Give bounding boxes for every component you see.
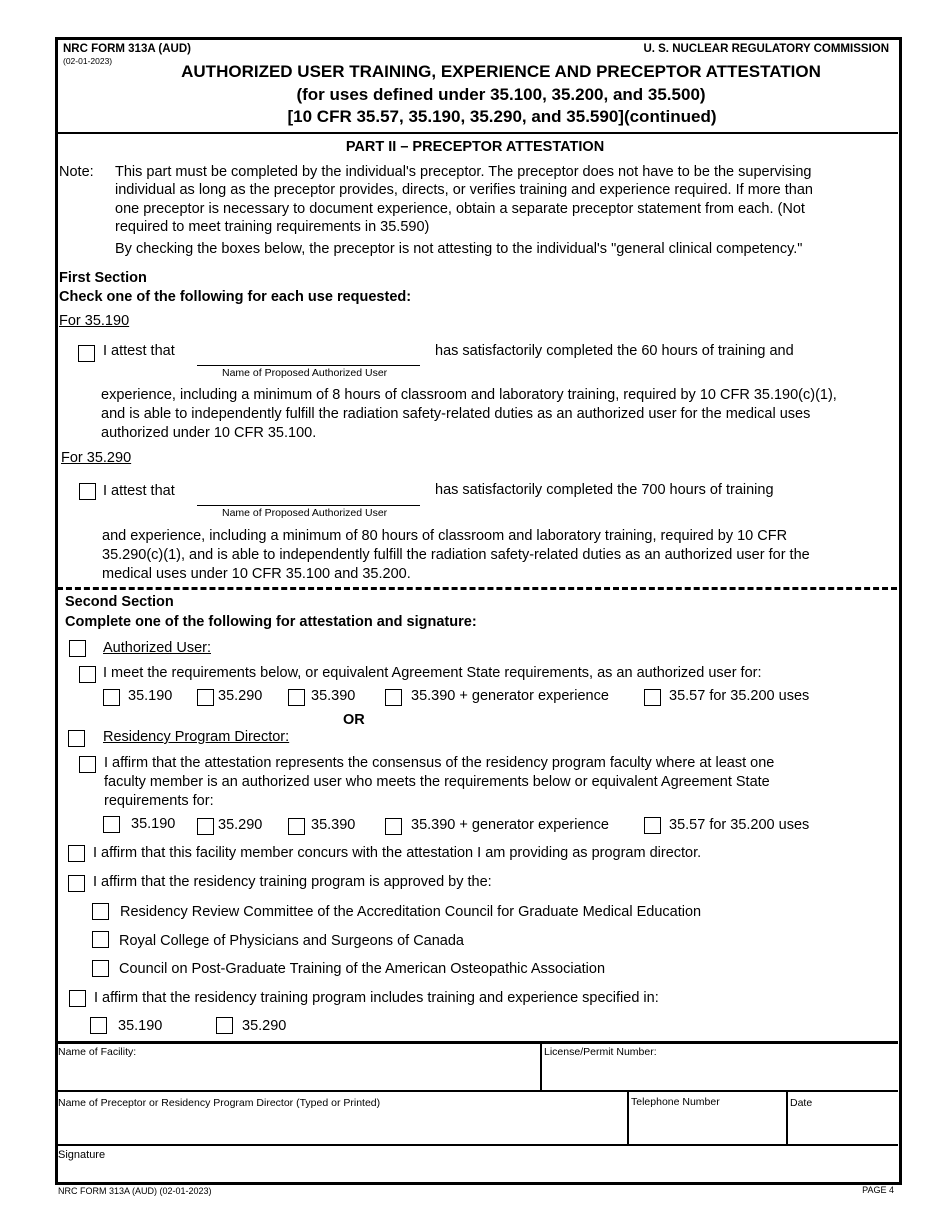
approver-checkbox[interactable] [92, 931, 109, 948]
au-option-label: 35.390 + generator experience [411, 688, 609, 704]
signature-field-label: Signature [58, 1149, 106, 1161]
fields-divider [56, 1041, 898, 1044]
form-title-line3: [10 CFR 35.57, 35.190, 35.290, and 35.590](continued) [287, 107, 717, 126]
first-section-title: First Section [59, 270, 147, 286]
attest-text-line: medical uses under 10 CFR 35.100 and 35.200. [102, 566, 411, 582]
au-option-checkbox[interactable] [103, 689, 120, 706]
note-line: This part must be completed by the individual's preceptor. The preceptor does not have to be the supervising [115, 164, 812, 180]
approver-checkbox[interactable] [92, 903, 109, 920]
telephone-input[interactable] [632, 1112, 782, 1142]
name-caption: Name of Proposed Authorized User [222, 507, 388, 519]
license-field-label: License/Permit Number: [544, 1046, 657, 1058]
heading-35-190: For 35.190 [59, 313, 130, 329]
include-option-label: 35.290 [242, 1018, 287, 1034]
au-statement: I meet the requirements below, or equivalent Agreement State requirements, as an authorized user for: [103, 665, 762, 681]
au-option-checkbox[interactable] [288, 689, 305, 706]
attest-label: I attest that [103, 483, 175, 499]
include-option-checkbox[interactable] [216, 1017, 233, 1034]
au-option-label: 35.390 [311, 688, 356, 704]
rd-concur-checkbox[interactable] [68, 845, 85, 862]
rd-approved-checkbox[interactable] [68, 875, 85, 892]
note-line: individual as long as the preceptor provides, directs, or verifies training and experience required. If more than [115, 182, 813, 198]
field-separator [627, 1091, 629, 1145]
or-label: OR [343, 712, 365, 728]
attest-35-290-checkbox[interactable] [79, 483, 96, 500]
rd-includes-text: I affirm that the residency training program includes training and experience specified in: [94, 990, 659, 1006]
au-meet-requirements-checkbox[interactable] [79, 666, 96, 683]
approver-label: Royal College of Physicians and Surgeons of Canada [119, 933, 464, 949]
au-option-checkbox[interactable] [644, 689, 661, 706]
rd-approved-text: I affirm that the residency training program is approved by the: [93, 874, 492, 890]
attest-text-line: and experience, including a minimum of 80 hours of classroom and laboratory training, required by 10 CFR [102, 528, 788, 544]
name-caption: Name of Proposed Authorized User [222, 367, 388, 379]
agency-name: U. S. NUCLEAR REGULATORY COMMISSION [643, 43, 889, 55]
approver-label: Council on Post-Graduate Training of the American Osteopathic Association [119, 961, 606, 977]
page-number: PAGE 4 [862, 1185, 894, 1195]
date-field-label: Date [790, 1097, 813, 1109]
note-line: By checking the boxes below, the preceptor is not attesting to the individual's "general clinical competency." [115, 241, 803, 257]
au-option-checkbox[interactable] [385, 689, 402, 706]
note-line: one preceptor is necessary to document experience, obtain a separate preceptor statement from each. (Not [115, 201, 805, 217]
footer-form-ref: NRC FORM 313A (AUD) (02-01-2023) [58, 1186, 212, 1196]
attest-text-line: and is able to independently fulfill the radiation safety-related duties as an authorized user for the medical uses [101, 406, 811, 422]
preceptor-name-field-label: Name of Preceptor or Residency Program Director (Typed or Printed) [58, 1097, 381, 1109]
approver-label: Residency Review Committee of the Accreditation Council for Graduate Medical Education [120, 904, 702, 920]
attest-text-line: experience, including a minimum of 8 hours of classroom and laboratory training, required by 10 CFR 35.190(c)(1), [101, 387, 837, 403]
section-divider [57, 587, 897, 590]
au-option-label: 35.290 [218, 688, 263, 704]
field-separator [786, 1091, 788, 1145]
authorized-user-checkbox[interactable] [69, 640, 86, 657]
rd-option-label: 35.190 [131, 816, 176, 832]
rd-statement-line: requirements for: [104, 793, 214, 809]
form-date: (02-01-2023) [63, 56, 113, 66]
attest-label: I attest that [103, 343, 175, 359]
rd-consensus-checkbox[interactable] [79, 756, 96, 773]
rd-option-checkbox[interactable] [197, 818, 214, 835]
telephone-field-label: Telephone Number [631, 1096, 720, 1108]
attest-text-line: authorized under 10 CFR 35.100. [101, 425, 317, 441]
include-option-checkbox[interactable] [90, 1017, 107, 1034]
facility-input[interactable] [60, 1060, 535, 1088]
attest-35-190-checkbox[interactable] [78, 345, 95, 362]
name-input-35-290[interactable] [197, 505, 420, 506]
note-label: Note: [59, 164, 94, 180]
second-section-instruction: Complete one of the following for attestation and signature: [65, 614, 477, 630]
form-title-line2: (for uses defined under 35.100, 35.200, and 35.500) [296, 85, 706, 104]
license-input[interactable] [545, 1060, 893, 1088]
note-line: required to meet training requirements in 35.590) [115, 219, 430, 235]
rd-option-label: 35.390 [311, 817, 356, 833]
attest-continuation: has satisfactorily completed the 700 hours of training [435, 482, 774, 498]
rd-option-checkbox[interactable] [644, 817, 661, 834]
field-row-divider [56, 1090, 898, 1092]
preceptor-name-input[interactable] [60, 1112, 623, 1142]
rd-option-checkbox[interactable] [288, 818, 305, 835]
header-divider [56, 132, 898, 134]
field-row-divider [56, 1144, 898, 1146]
approver-checkbox[interactable] [92, 960, 109, 977]
form-id: NRC FORM 313A (AUD) [63, 43, 191, 55]
heading-35-290: For 35.290 [61, 450, 132, 466]
rd-includes-checkbox[interactable] [69, 990, 86, 1007]
include-option-label: 35.190 [118, 1018, 163, 1034]
attest-text-line: 35.290(c)(1), and is able to independently fulfill the radiation safety-related duties as an authorized user for the [102, 547, 810, 563]
rd-option-checkbox[interactable] [385, 818, 402, 835]
au-option-checkbox[interactable] [197, 689, 214, 706]
form-title-line1: AUTHORIZED USER TRAINING, EXPERIENCE AND PRECEPTOR ATTESTATION [181, 62, 821, 81]
facility-field-label: Name of Facility: [58, 1046, 137, 1058]
rd-statement-line: I affirm that the attestation represents the consensus of the residency program faculty where at least one [104, 755, 775, 771]
attest-continuation: has satisfactorily completed the 60 hours of training and [435, 343, 794, 359]
rd-option-label: 35.57 for 35.200 uses [669, 817, 810, 833]
au-option-label: 35.57 for 35.200 uses [669, 688, 810, 704]
field-separator [540, 1042, 542, 1091]
rd-concur-text: I affirm that this facility member concurs with the attestation I am providing as program director. [93, 845, 702, 861]
rd-option-label: 35.290 [218, 817, 263, 833]
rd-option-label: 35.390 + generator experience [411, 817, 609, 833]
part-title: PART II – PRECEPTOR ATTESTATION [345, 139, 605, 155]
residency-director-label: Residency Program Director: [103, 729, 290, 745]
authorized-user-label: Authorized User: [103, 640, 211, 656]
au-option-label: 35.190 [128, 688, 173, 704]
second-section-title: Second Section [65, 594, 174, 610]
residency-director-checkbox[interactable] [68, 730, 85, 747]
first-section-instruction: Check one of the following for each use requested: [59, 289, 412, 305]
rd-statement-line: faculty member is an authorized user who meets the requirements below or equivalent Agreement State [104, 774, 770, 790]
date-input[interactable] [791, 1112, 894, 1142]
name-input-35-190[interactable] [197, 365, 420, 366]
rd-option-checkbox[interactable] [103, 816, 120, 833]
signature-input[interactable] [60, 1162, 894, 1178]
